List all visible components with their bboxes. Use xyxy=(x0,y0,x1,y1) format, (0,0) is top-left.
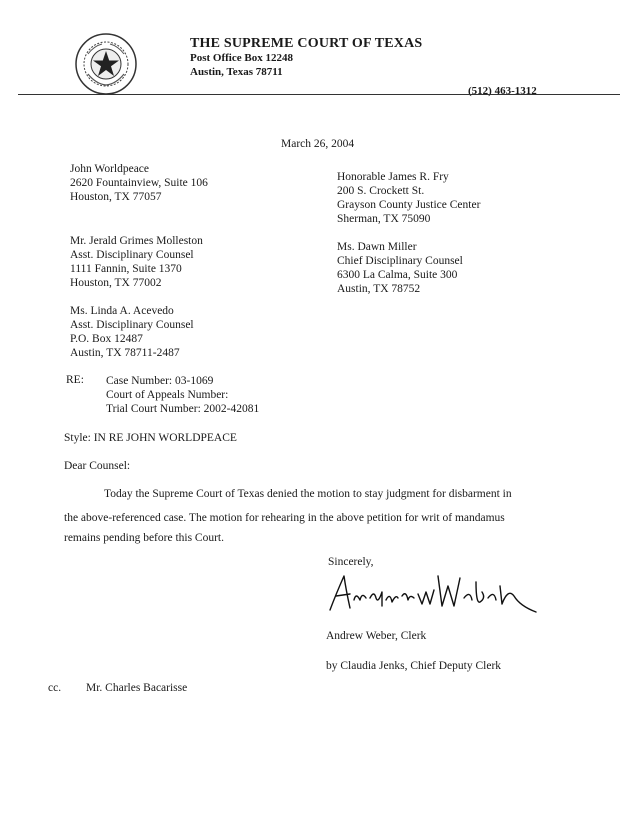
letterhead-divider xyxy=(18,94,620,95)
recipient-acevedo xyxy=(70,304,194,360)
recipient-line: Asst. Disciplinary Counsel xyxy=(70,249,194,261)
recipient-line: Grayson County Justice Center xyxy=(337,199,481,211)
recipient-line: Austin, TX 78711-2487 xyxy=(70,347,180,359)
style-line: Style: IN RE JOHN WORLDPEACE xyxy=(64,432,237,444)
recipient-line: Honorable James R. Fry xyxy=(337,171,449,183)
recipient-line: Ms. Linda A. Acevedo xyxy=(70,305,174,317)
body-line-2: the above-referenced case. The motion for rehearing in the above petition for writ of mandamus xyxy=(64,512,505,524)
recipient-line: 200 S. Crockett St. xyxy=(337,185,425,197)
recipient-worldpeace xyxy=(70,162,208,204)
recipient-fry xyxy=(337,170,480,226)
recipient-molleston xyxy=(70,234,203,290)
deputy-clerk: by Claudia Jenks, Chief Deputy Clerk xyxy=(326,660,502,672)
recipient-line: Mr. Jerald Grimes Molleston xyxy=(70,235,203,247)
letter-date: March 26, 2004 xyxy=(281,138,355,150)
recipient-line: Asst. Disciplinary Counsel xyxy=(70,319,194,331)
court-address-line2: Austin, Texas 78711 xyxy=(190,66,283,78)
cc-name: Mr. Charles Bacarisse xyxy=(86,682,188,694)
cc-label: cc. xyxy=(48,682,62,694)
recipient-line: 2620 Fountainview, Suite 106 xyxy=(70,177,208,189)
body-line-1: Today the Supreme Court of Texas denied the motion to stay judgment for disbarment in xyxy=(104,488,512,500)
recipient-line: Ms. Dawn Miller xyxy=(337,241,417,253)
court-name: THE SUPREME COURT OF TEXAS xyxy=(190,36,423,51)
recipient-line: Houston, TX 77057 xyxy=(70,191,162,203)
signer-name: Andrew Weber, Clerk xyxy=(326,630,427,642)
recipient-line: Sherman, TX 75090 xyxy=(337,213,431,225)
recipient-line: Houston, TX 77002 xyxy=(70,277,162,289)
closing: Sincerely, xyxy=(328,556,374,568)
recipient-line: 1111 Fannin, Suite 1370 xyxy=(70,263,182,275)
handwritten-signature xyxy=(326,570,546,618)
recipient-line: 6300 La Calma, Suite 300 xyxy=(337,269,458,281)
recipient-line: John Worldpeace xyxy=(70,163,150,175)
re-label: RE: xyxy=(66,374,84,386)
re-line: Trial Court Number: 2002-42081 xyxy=(106,403,260,415)
re-case-numbers xyxy=(106,374,259,416)
court-phone: (512) 463-1312 xyxy=(468,85,537,97)
salutation: Dear Counsel: xyxy=(64,460,131,472)
recipient-line: P.O. Box 12487 xyxy=(70,333,143,345)
recipient-line: Chief Disciplinary Counsel xyxy=(337,255,463,267)
recipient-line: Austin, TX 78752 xyxy=(337,283,421,295)
recipient-miller xyxy=(337,240,463,296)
texas-state-seal-icon xyxy=(74,32,138,96)
court-address-line1: Post Office Box 12248 xyxy=(190,52,293,64)
re-line: Case Number: 03-1069 xyxy=(106,375,214,387)
re-line: Court of Appeals Number: xyxy=(106,389,229,401)
body-line-3: remains pending before this Court. xyxy=(64,532,225,544)
